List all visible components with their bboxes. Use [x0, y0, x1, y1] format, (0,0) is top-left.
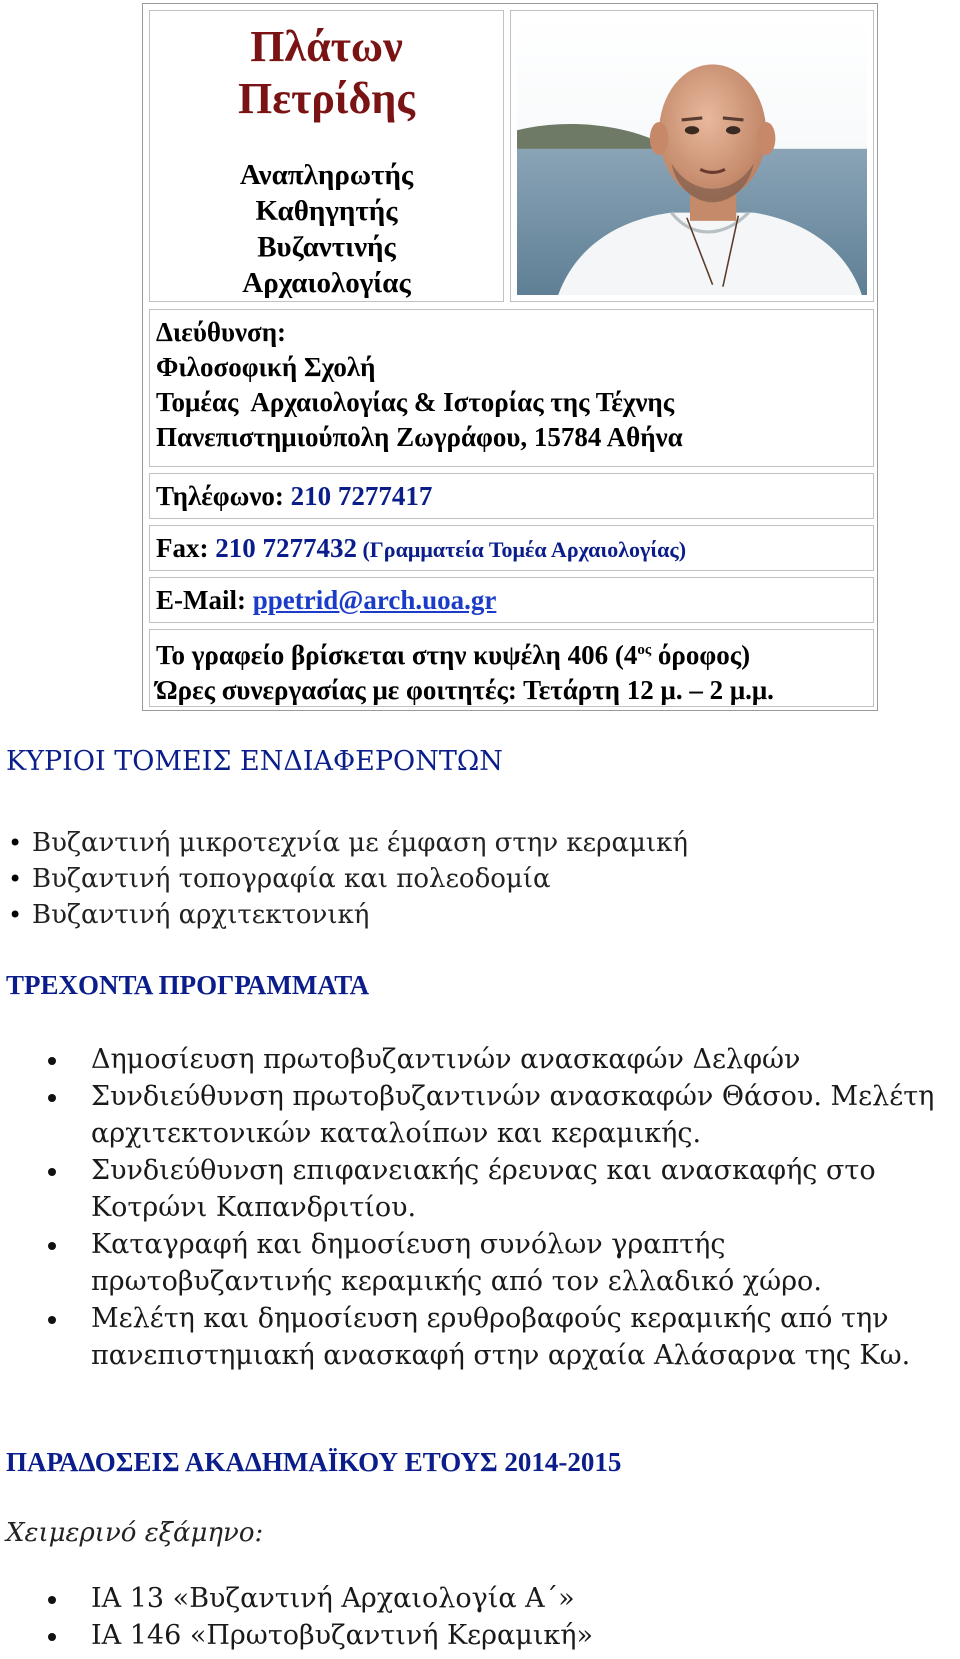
interests-list — [6, 825, 688, 933]
phone-number: 210 7277417 — [290, 481, 433, 511]
list-item: • Βυζαντινή αρχιτεκτονική — [6, 897, 688, 933]
projects-list — [91, 1041, 960, 1374]
list-item: ΙΑ 146 «Πρωτοβυζαντινή Κεραμική» — [91, 1617, 960, 1654]
portrait-photo — [517, 17, 867, 295]
list-item: Καταγραφή και δημοσίευση συνόλων γραπτής πρωτοβυζαντινής κεραμικής από τον ελλαδικό χώρο. — [91, 1226, 960, 1300]
email-cell — [149, 577, 874, 623]
interests-heading: ΚΥΡΙΟΙ ΤΟΜΕΙΣ ΕΝΔΙΑΦΕΡΟΝΤΩΝ — [6, 746, 503, 777]
fax-number: 210 7277432 — [215, 533, 357, 563]
list-item: Μελέτη και δημοσίευση ερυθροβαφούς κεραμικής από την πανεπιστημιακή ανασκαφή στην αρχαία Αλάσαρνα της Κω. — [91, 1300, 960, 1374]
role-line: Αρχαιολογίας — [242, 267, 411, 299]
fax-cell — [149, 525, 874, 571]
list-item: • Βυζαντινή μικροτεχνία με έμφαση στην κεραμική — [6, 825, 688, 861]
list-item: ΙΑ 13 «Βυζαντινή Αρχαιολογία Α΄» — [91, 1580, 960, 1617]
list-item: Δημοσίευση πρωτοβυζαντινών ανασκαφών Δελφών — [91, 1041, 960, 1078]
name-line-2: Πετρίδης — [238, 74, 415, 123]
role-line: Αναπληρωτής — [239, 159, 414, 191]
role-line: Καθηγητής — [255, 195, 398, 227]
office-floor-suffix: ος — [637, 642, 652, 658]
semester-label: Χειμερινό εξάμηνο: — [6, 1518, 264, 1548]
office-location — [156, 633, 873, 673]
fax-label: Fax: — [156, 533, 216, 563]
projects-heading: ΤΡΕΧΟΝΤΑ ΠΡΟΓΡΑΜΜΑΤΑ — [6, 970, 370, 1000]
office-cell — [149, 629, 874, 707]
person-name — [150, 21, 503, 125]
office-text: Το γραφείο βρίσκεται στην κυψέλη 406 (4 — [156, 640, 638, 670]
lectures-list — [91, 1580, 960, 1654]
office-text-end: όροφος) — [651, 640, 751, 670]
list-item: • Βυζαντινή τοπογραφία και πολεοδομία — [6, 861, 688, 897]
name-line-1: Πλάτων — [250, 22, 403, 71]
name-cell — [149, 10, 504, 302]
person-role — [150, 157, 503, 301]
lectures-heading: ΠΑΡΑΔΟΣΕΙΣ ΑΚΑΔΗΜΑΪΚΟΥ ΕΤΟΥΣ 2014-2015 — [6, 1447, 622, 1477]
address-line: Πανεπιστημιούπολη Ζωγράφου, 15784 Αθήνα — [156, 422, 683, 452]
address-label: Διεύθυνση: — [156, 317, 287, 347]
address-line: Τομέας Αρχαιολογίας & Ιστορίας της Τέχνης — [156, 387, 675, 417]
address-cell — [149, 309, 874, 467]
list-item: Συνδιεύθυνση επιφανειακής έρευνας και ανασκαφής στο Κοτρώνι Καπανδριτίου. — [91, 1152, 960, 1226]
office-hours: Ώρες συνεργασίας με φοιτητές: Τετάρτη 12 μ. – 2 μ.μ. — [156, 675, 774, 705]
email-link[interactable]: ppetrid@arch.uoa.gr — [252, 585, 497, 615]
role-line: Βυζαντινής — [257, 231, 396, 263]
phone-label: Τηλέφωνο: — [156, 481, 291, 511]
contact-card — [142, 3, 878, 711]
list-item: Συνδιεύθυνση πρωτοβυζαντινών ανασκαφών Θάσου. Μελέτη αρχιτεκτονικών καταλοίπων και κεραμικής. — [91, 1078, 960, 1152]
address-line: Φιλοσοφική Σχολή — [156, 352, 376, 382]
photo-cell — [510, 10, 874, 302]
phone-cell — [149, 473, 874, 519]
email-label: E-Mail: — [156, 585, 253, 615]
fax-note: (Γραμματεία Τομέα Αρχαιολογίας) — [356, 537, 687, 562]
